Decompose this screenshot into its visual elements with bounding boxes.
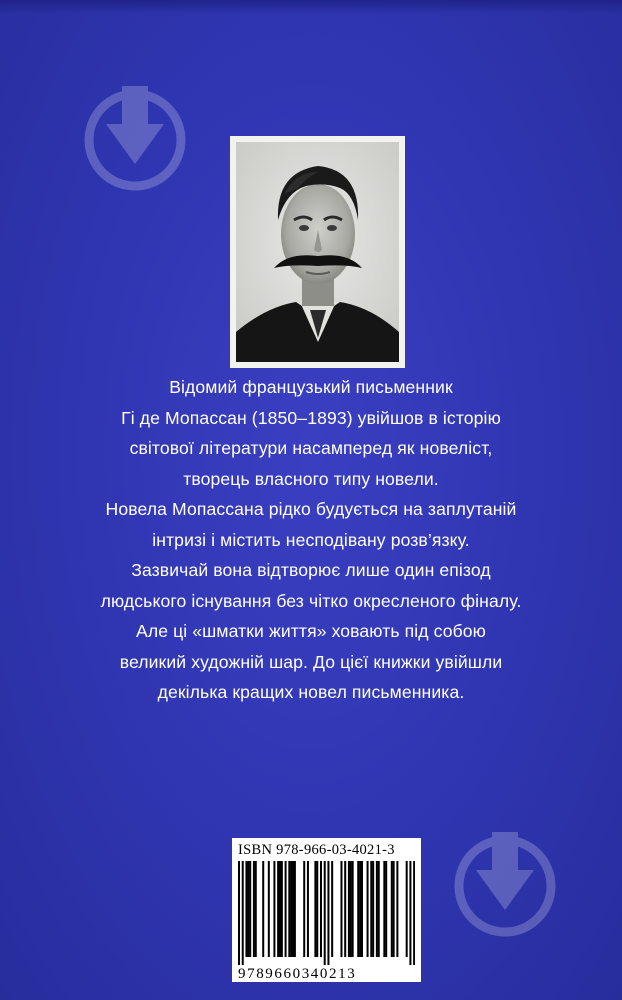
barcode-bar (370, 861, 372, 957)
barcode-bar (285, 861, 287, 957)
description-line: декілька кращих новел письменника. (157, 682, 465, 702)
barcode-bar (348, 861, 350, 957)
description-line: Зазвичай вона відтворює лише один епізод (131, 560, 491, 580)
author-portrait (236, 142, 399, 362)
isbn-barcode (232, 838, 421, 982)
barcode-bar (242, 861, 244, 965)
book-description (40, 372, 582, 708)
barcode-bar (331, 861, 333, 957)
barcode-bar (320, 861, 322, 957)
description-line: Відомий французький письменник (169, 377, 453, 397)
barcode-bar (273, 861, 275, 957)
description-line: світової літератури насамперед як новеліст, (129, 438, 493, 458)
barcode-bar (350, 861, 352, 957)
download-arrow-icon (450, 828, 560, 938)
description-line: Гі де Мопассан (1850–1893) увійшов в історію (121, 407, 501, 428)
barcode-bar (307, 861, 309, 957)
barcode-bar (406, 861, 408, 957)
description-line: творець власного типу новели. (183, 468, 439, 489)
barcode-bar (247, 861, 249, 957)
download-arrow-icon (80, 82, 190, 192)
barcode-bar (367, 861, 369, 957)
barcode-bar (393, 861, 395, 957)
barcode-bar (344, 861, 346, 957)
author-portrait-photo (230, 136, 405, 368)
barcode-bar (340, 861, 342, 957)
barcode-bar (352, 861, 354, 957)
barcode-bar (361, 861, 363, 957)
barcode-bar (409, 861, 411, 965)
barcode-bar (372, 861, 374, 957)
barcode-bar (359, 861, 361, 957)
barcode-digits: 9789660340213 (238, 966, 357, 982)
description-line: Новела Мопассана рідко будується на заплутаній (105, 499, 517, 519)
barcode-bar (294, 861, 296, 957)
description-line: Але ці «шматки життя» ховають під собою (136, 621, 486, 641)
barcode-bar (288, 861, 290, 957)
barcode-bar (357, 861, 359, 957)
barcode-bar (378, 861, 380, 957)
barcode-bar (249, 861, 251, 957)
barcode-bar (253, 861, 255, 957)
description-line: людського існування без чітко окресленого фіналу. (100, 590, 522, 611)
barcode-bar (327, 861, 329, 965)
barcode-bar (281, 861, 283, 957)
barcode-bar (316, 861, 318, 957)
description-line: великий художній шар. До цієї книжки увійшли (119, 651, 503, 672)
barcode-bar (290, 861, 292, 957)
barcode-bars (238, 861, 415, 965)
barcode-bar (277, 861, 279, 957)
barcode-bar (314, 861, 316, 957)
barcode-bar (268, 861, 270, 957)
isbn-label: ISBN 978-966-03-4021-3 (238, 842, 395, 858)
barcode-bar (245, 861, 247, 957)
barcode-bar (376, 861, 378, 957)
barcode-bar (303, 861, 305, 957)
barcode-bar (279, 861, 281, 957)
barcode-bar (396, 861, 398, 957)
barcode-bar (262, 861, 264, 957)
barcode-bar (385, 861, 387, 957)
barcode-bar (238, 861, 240, 965)
description-line: інтризі і містить несподівану розв’язку. (152, 529, 470, 550)
barcode-bar (413, 861, 415, 965)
barcode-bar (255, 861, 257, 957)
barcode-bar (383, 861, 385, 957)
barcode-bar (324, 861, 326, 965)
barcode-bar (292, 861, 294, 957)
barcode-bar (391, 861, 393, 957)
